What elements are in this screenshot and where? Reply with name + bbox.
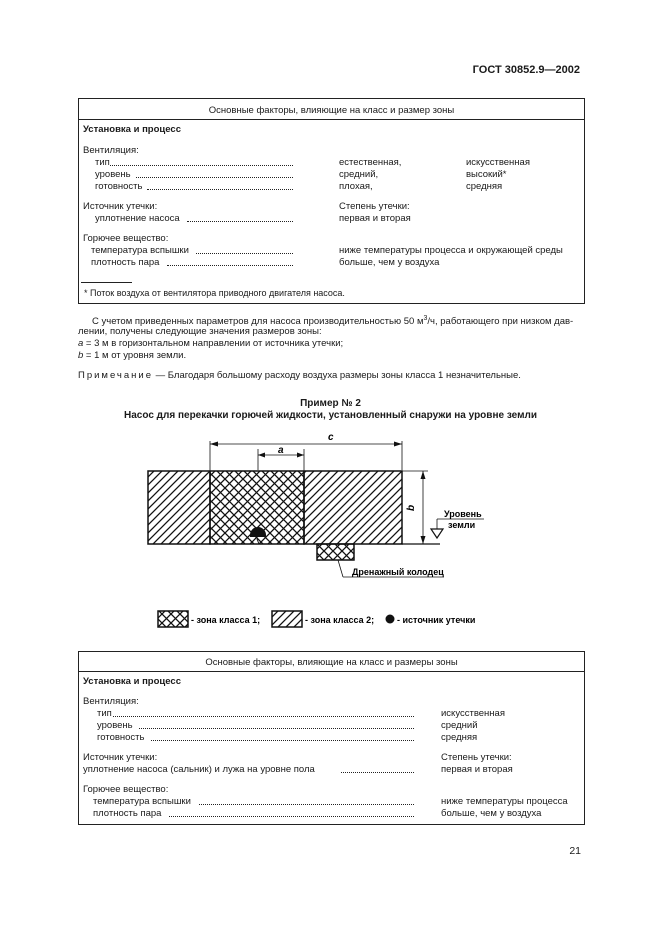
example-subtitle: Насос для перекачки горючей жидкости, установленный снаружи на уровне земли — [124, 410, 537, 421]
legend-zone-1: - зона класса 1; — [191, 615, 261, 625]
leader-dots — [341, 772, 414, 773]
flash-point-label: температура вспышки — [93, 796, 191, 807]
vent-avail-label: готовность — [95, 181, 143, 192]
vent-type-label: тип — [95, 157, 110, 168]
zone-diagram — [0, 425, 661, 635]
source-item: уплотнение насоса (сальник) и лужа на уровне пола — [83, 764, 315, 775]
leader-dots — [113, 716, 414, 717]
flash-point-label: температура вспышки — [91, 245, 189, 256]
table-divider — [79, 671, 584, 672]
vent-avail-value-1: плохая, — [339, 181, 373, 192]
leader-dots — [187, 221, 293, 222]
source-label: Источник утечки: — [83, 752, 158, 763]
example-title: Пример № 2 — [300, 398, 361, 409]
vent-type-value-2: искусственная — [466, 157, 530, 168]
degree-label: Степень утечки: — [441, 752, 512, 763]
leader-dots — [147, 189, 293, 190]
ground-level-label: Уровень — [444, 509, 482, 519]
degree-label: Степень утечки: — [339, 201, 410, 212]
flash-point-value: ниже температуры процесса — [441, 796, 568, 807]
degree-value: первая и вторая — [339, 213, 411, 224]
legend-zone-2-swatch — [272, 611, 302, 627]
dimension-c-label: c — [328, 432, 334, 443]
leader-dots — [139, 728, 414, 729]
legend-source: - источник утечки — [397, 615, 476, 625]
dimension-a-label: a — [278, 445, 284, 456]
source-item: уплотнение насоса — [95, 213, 180, 224]
leader-dots — [169, 816, 414, 817]
leader-dots — [136, 177, 293, 178]
value-a-line: a = 3 м в горизонтальном направлении от источника утечки; — [78, 338, 344, 349]
vapor-density-value: больше, чем у воздуха — [339, 257, 440, 268]
body-paragraph-cont: лении, получены следующие значения размеров зоны: — [78, 326, 322, 337]
legend-zone-2: - зона класса 2; — [305, 615, 375, 625]
vent-type-label: тип — [97, 708, 112, 719]
substance-label: Горючее вещество: — [83, 784, 169, 795]
ground-level-label-2: земли — [448, 520, 476, 530]
degree-value: первая и вторая — [441, 764, 513, 775]
leader-dots — [196, 253, 293, 254]
body-paragraph: С учетом приведенных параметров для насоса производительностью 50 $м^3/ч$, работающего при низком дав- — [92, 315, 574, 328]
vent-level-value: средний — [441, 720, 478, 731]
vent-level-label: уровень — [97, 720, 133, 731]
ventilation-label: Вентиляция: — [83, 696, 139, 707]
legend-zone-1-swatch — [158, 611, 188, 627]
zone-2-left — [148, 471, 210, 544]
zone-2-right — [304, 471, 402, 544]
vapor-density-label: плотность пара — [93, 808, 162, 819]
vapor-density-label: плотность пара — [91, 257, 160, 268]
substance-label: Горючее вещество: — [83, 233, 169, 244]
leader-dots — [151, 740, 414, 741]
leader-dots — [167, 265, 293, 266]
vent-level-value-2: высокий* — [466, 169, 507, 180]
vent-level-label: уровень — [95, 169, 131, 180]
table-caption: Основные факторы, влияющие на класс и размер зоны — [208, 105, 455, 116]
vapor-density-value: больше, чем у воздуха — [441, 808, 542, 819]
section-title: Установка и процесс — [83, 676, 181, 687]
value-b-line: b = 1 м от уровня земли. — [78, 350, 187, 361]
drain-pit — [317, 544, 354, 560]
note: Примечание — Благодаря большому расходу воздуха размеры зоны класса 1 незначительные. — [78, 370, 521, 381]
ventilation-label: Вентиляция: — [83, 145, 139, 156]
section-title: Установка и процесс — [83, 124, 181, 135]
leader-dots — [199, 804, 414, 805]
vent-avail-value: средняя — [441, 732, 478, 743]
page-number: 21 — [569, 845, 581, 857]
legend-source-icon — [386, 615, 395, 624]
vent-type-value-1: естественная, — [339, 157, 402, 168]
footnote: * Поток воздуха от вентилятора приводного двигателя насоса. — [84, 288, 345, 298]
source-label: Источник утечки: — [83, 201, 158, 212]
leader-dots — [110, 165, 293, 166]
vent-level-value-1: средний, — [339, 169, 379, 180]
ground-level-icon — [431, 529, 443, 538]
vent-avail-value-2: средняя — [466, 181, 503, 192]
flash-point-value: ниже температуры процесса и окружающей среды — [339, 245, 563, 256]
factors-table-1 — [78, 98, 585, 304]
drain-pit-label: Дренажный колодец — [352, 567, 444, 577]
footnote-rule — [81, 282, 132, 283]
vent-type-value: искусственная — [441, 708, 505, 719]
table-divider — [79, 119, 584, 120]
table-caption: Основные факторы, влияющие на класс и размеры зоны — [205, 657, 458, 668]
dimension-b-label: b — [406, 504, 417, 511]
vent-avail-label: готовность — [97, 732, 145, 743]
factors-table-2 — [78, 651, 585, 825]
standard-number: ГОСТ 30852.9—2002 — [472, 64, 580, 76]
